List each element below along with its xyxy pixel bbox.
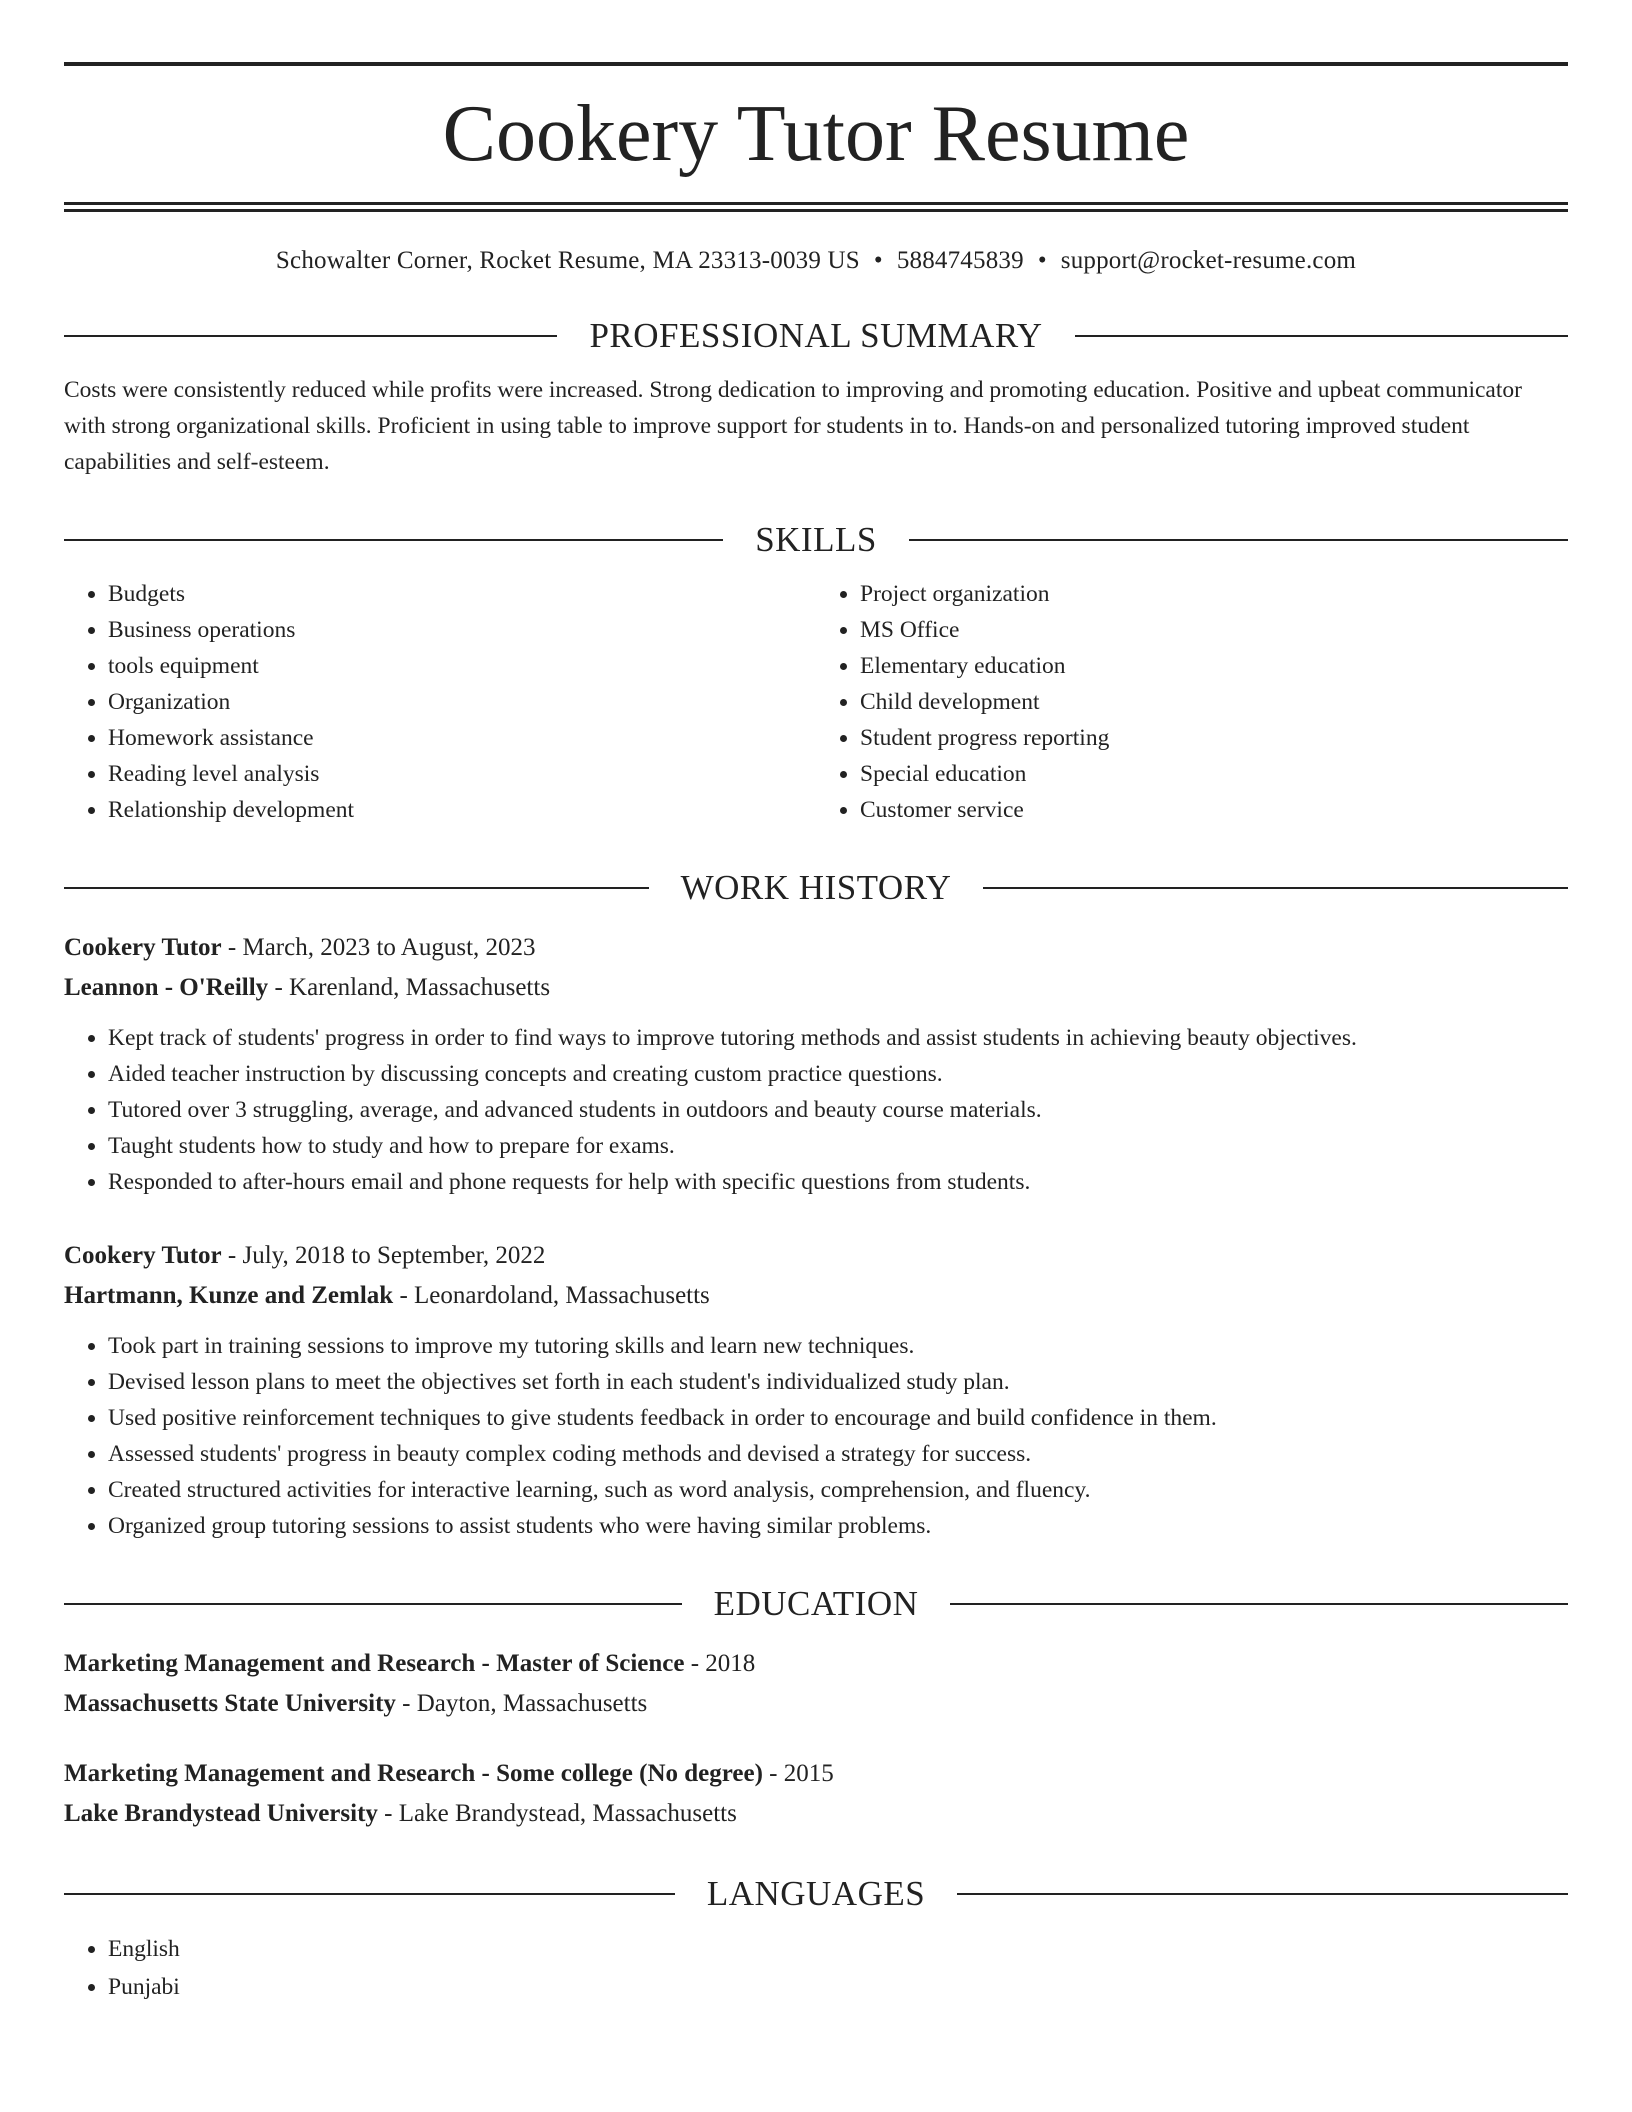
skills-list-left [64, 576, 816, 828]
skill-item: • MS Office [860, 612, 1568, 648]
job-bullet: • Created structured activities for interactive learning, such as word analysis, comprehension, and fluency. [108, 1472, 1568, 1508]
heading-rule-left [64, 1893, 675, 1895]
contact-separator: • [1037, 247, 1047, 274]
heading-rule-left [64, 1603, 682, 1605]
education-degree: Marketing Management and Research - Some college (No degree) [64, 1760, 763, 1787]
education-school-row [64, 1684, 1568, 1724]
page-title: Cookery Tutor Resume [442, 90, 1190, 178]
skill-item: • Organization [108, 684, 816, 720]
job-bullet: • Assessed students' progress in beauty complex coding methods and devised a strategy for success. [108, 1436, 1568, 1472]
job-bullet: • Taught students how to study and how to prepare for exams. [108, 1128, 1568, 1164]
contact-email: support@rocket-resume.com [1060, 247, 1357, 274]
job-bullet: • Took part in training sessions to improve my tutoring skills and learn new techniques. [108, 1328, 1568, 1364]
job-company-row [64, 968, 1568, 1008]
job-title-row [64, 1236, 1568, 1276]
job-company: Hartmann, Kunze and Zemlak [64, 1282, 394, 1309]
summary-text: Costs were consistently reduced while profits were increased. Strong dedication to improving and promoting education. Positive and upbeat communicator with strong organizational skills. Proficient in using table to improve support for students in to. Hands-on and personalized tutoring improved student capabilities and self-esteem. [64, 377, 1522, 475]
education-degree-row [64, 1754, 1568, 1794]
education-location: - Dayton, Massachusetts [395, 1690, 648, 1717]
heading-rule-left [64, 335, 557, 337]
job-title-row [64, 928, 1568, 968]
education-year: - 2015 [762, 1760, 834, 1787]
language-item: • English [108, 1930, 1568, 1968]
section-title-skills: SKILLS [755, 520, 877, 559]
education-degree-row [64, 1644, 1568, 1684]
education-year: - 2018 [684, 1650, 756, 1677]
section-title-summary: PROFESSIONAL SUMMARY [589, 316, 1043, 355]
skill-item: • tools equipment [108, 648, 816, 684]
education-school: Massachusetts State University [64, 1690, 396, 1717]
skills-list-right [816, 576, 1568, 828]
skill-item: • Business operations [108, 612, 816, 648]
skill-item: • Homework assistance [108, 720, 816, 756]
job-bullet: • Organized group tutoring sessions to assist students who were having similar problems. [108, 1508, 1568, 1544]
section-heading-work [64, 866, 1568, 910]
job-location: - Leonardoland, Massachusetts [393, 1282, 710, 1309]
heading-rule-right [1075, 335, 1568, 337]
education-school-row [64, 1794, 1568, 1834]
job-bullet: • Devised lesson plans to meet the objectives set forth in each student's individualized study plan. [108, 1364, 1568, 1400]
skill-item: • Project organization [860, 576, 1568, 612]
job-bullets [64, 1020, 1568, 1200]
heading-rule-left [64, 539, 723, 541]
job-bullet: • Used positive reinforcement techniques to give students feedback in order to encourage and build confidence in them. [108, 1400, 1568, 1436]
contact-address: Schowalter Corner, Rocket Resume, MA 23313-0039 US [275, 247, 860, 274]
job-bullet: • Aided teacher instruction by discussing concepts and creating custom practice questions. [108, 1056, 1568, 1092]
job-bullet: • Kept track of students' progress in order to find ways to improve tutoring methods and assist students in achieving beauty objectives. [108, 1020, 1568, 1056]
job-bullets [64, 1328, 1568, 1544]
job-company-row [64, 1276, 1568, 1316]
education-school: Lake Brandystead University [64, 1800, 378, 1827]
heading-rule-right [957, 1893, 1568, 1895]
education-degree: Marketing Management and Research - Master of Science [64, 1650, 685, 1677]
job-location: - Karenland, Massachusetts [268, 974, 551, 1001]
contact-phone: 5884745839 [896, 247, 1024, 274]
section-title-languages: LANGUAGES [706, 1874, 926, 1913]
section-heading-skills [64, 518, 1568, 562]
skill-item: • Customer service [860, 792, 1568, 828]
education-entry [64, 1644, 1568, 1724]
section-title-work: WORK HISTORY [680, 868, 952, 907]
job-bullet: • Tutored over 3 struggling, average, and advanced students in outdoors and beauty course materials. [108, 1092, 1568, 1128]
job-title: Cookery Tutor [64, 934, 222, 961]
education-location: - Lake Brandystead, Massachusetts [377, 1800, 737, 1827]
skill-item: • Child development [860, 684, 1568, 720]
heading-rule-right [909, 539, 1568, 541]
job-dates: - July, 2018 to September, 2022 [221, 1242, 546, 1269]
job-title: Cookery Tutor [64, 1242, 222, 1269]
section-title-education: EDUCATION [713, 1584, 919, 1623]
skill-item: • Reading level analysis [108, 756, 816, 792]
heading-rule-right [983, 887, 1568, 889]
heading-rule-left [64, 887, 649, 889]
skill-item: • Relationship development [108, 792, 816, 828]
section-heading-education [64, 1582, 1568, 1626]
job-bullet: • Responded to after-hours email and phone requests for help with specific questions from students. [108, 1164, 1568, 1200]
skill-item: • Special education [860, 756, 1568, 792]
job-company: Leannon - O'Reilly [64, 974, 269, 1001]
skill-item: • Elementary education [860, 648, 1568, 684]
job-entry [64, 928, 1568, 1200]
language-item: • Punjabi [108, 1968, 1568, 2006]
title-double-rule [64, 202, 1568, 212]
heading-rule-right [950, 1603, 1568, 1605]
skills-columns [64, 576, 1568, 828]
contact-separator: • [873, 247, 883, 274]
languages-list [64, 1930, 1568, 2006]
skill-item: • Student progress reporting [860, 720, 1568, 756]
skill-item: • Budgets [108, 576, 816, 612]
section-heading-summary [64, 314, 1568, 358]
section-heading-languages [64, 1872, 1568, 1916]
education-entry [64, 1754, 1568, 1834]
contact-line [64, 246, 1568, 276]
job-dates: - March, 2023 to August, 2023 [221, 934, 536, 961]
job-entry [64, 1236, 1568, 1544]
